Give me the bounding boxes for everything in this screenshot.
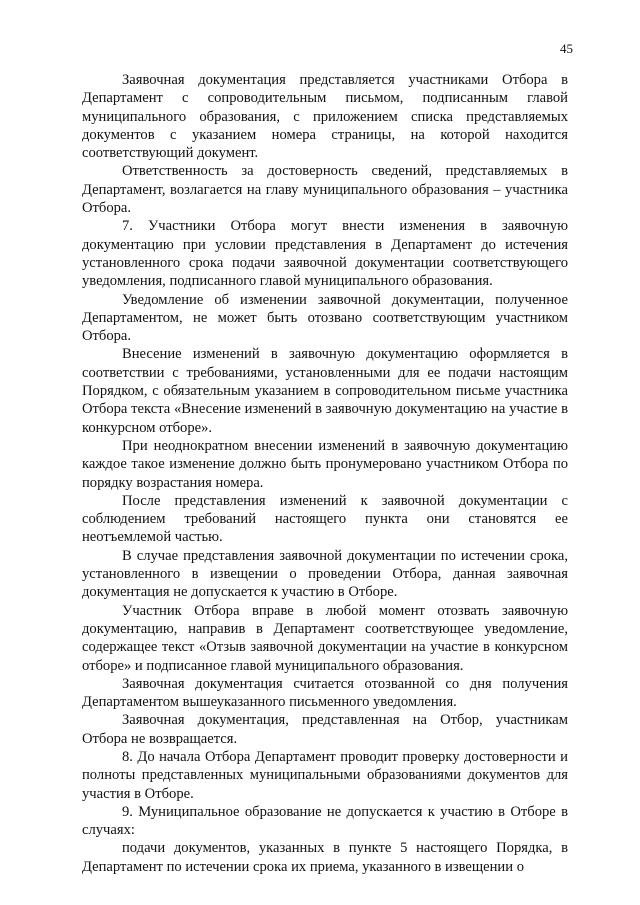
paragraph-changes-numbering: При неоднократном внесении изменений в заявочную документацию каждое такое изменение должно быть пронумеровано участником Отбора по порядку возрастания номера. — [82, 437, 568, 491]
document-body — [82, 71, 568, 876]
paragraph-changes-integral: После представления изменений к заявочной документации с соблюдением требований настоящего пункта они становятся ее неотъемлемой частью. — [82, 492, 568, 546]
paragraph-responsibility: Ответственность за достоверность сведений, представляемых в Департамент, возлагается на главу муниципального образования – участника Отбора. — [82, 163, 568, 217]
paragraph-clause-8: 8. До начала Отбора Департамент проводит проверку достоверности и полноты представленных муниципальными образованиями документов для участия в Отборе. — [82, 748, 568, 802]
paragraph-clause-9: 9. Муниципальное образование не допускается к участию в Отборе в случаях: — [82, 803, 568, 839]
paragraph-submission-procedure: Заявочная документация представляется участниками Отбора в Департамент с сопроводительным письмом, подписанным главой муниципального образования, с приложением списка представляемых документов с указанием номера страницы, на которой находится соответствующий документ. — [82, 72, 568, 162]
paragraph-not-returned: Заявочная документация, представленная на Отбор, участникам Отбора не возвращается. — [82, 712, 568, 747]
paragraph-notification-irrevocable: Уведомление об изменении заявочной документации, полученное Департаментом, не может быть отозвано соответствующим участником Отбора. — [82, 291, 568, 345]
page-number: 45 — [560, 41, 573, 56]
paragraph-clause-9-case: подачи документов, указанных в пункте 5 настоящего Порядка, в Департамент по истечении срока их приема, указанного в извещении о — [82, 840, 568, 875]
paragraph-clause-7: 7. Участники Отбора могут внести изменения в заявочную документацию при условии представления в Департамент до истечения установленного срока подачи заявочной документации соответствующего уведомления, подписанного главой муниципального образования. — [82, 218, 568, 290]
paragraph-late-submission: В случае представления заявочной документации по истечении срока, установленного в извещении о проведении Отбора, данная заявочная документация не допускается к участию в Отборе. — [82, 547, 568, 601]
paragraph-withdrawal-date: Заявочная документация считается отозванной со дня получения Департаментом вышеуказанного письменного уведомления. — [82, 675, 568, 711]
paragraph-changes-format: Внесение изменений в заявочную документацию оформляется в соответствии с требованиями, установленными для ее подачи настоящим Порядком, с обязательным указанием в сопроводительном письме участника Отбора текста «Внесение изменений в заявочную документацию на участие в конкурсном отборе». — [82, 346, 568, 436]
paragraph-withdrawal: Участник Отбора вправе в любой момент отозвать заявочную документацию, направив в Департамент соответствующее уведомление, содержащее текст «Отзыв заявочной документации на участие в конкурсном отборе» и подписанное главой муниципального образования. — [82, 602, 568, 674]
